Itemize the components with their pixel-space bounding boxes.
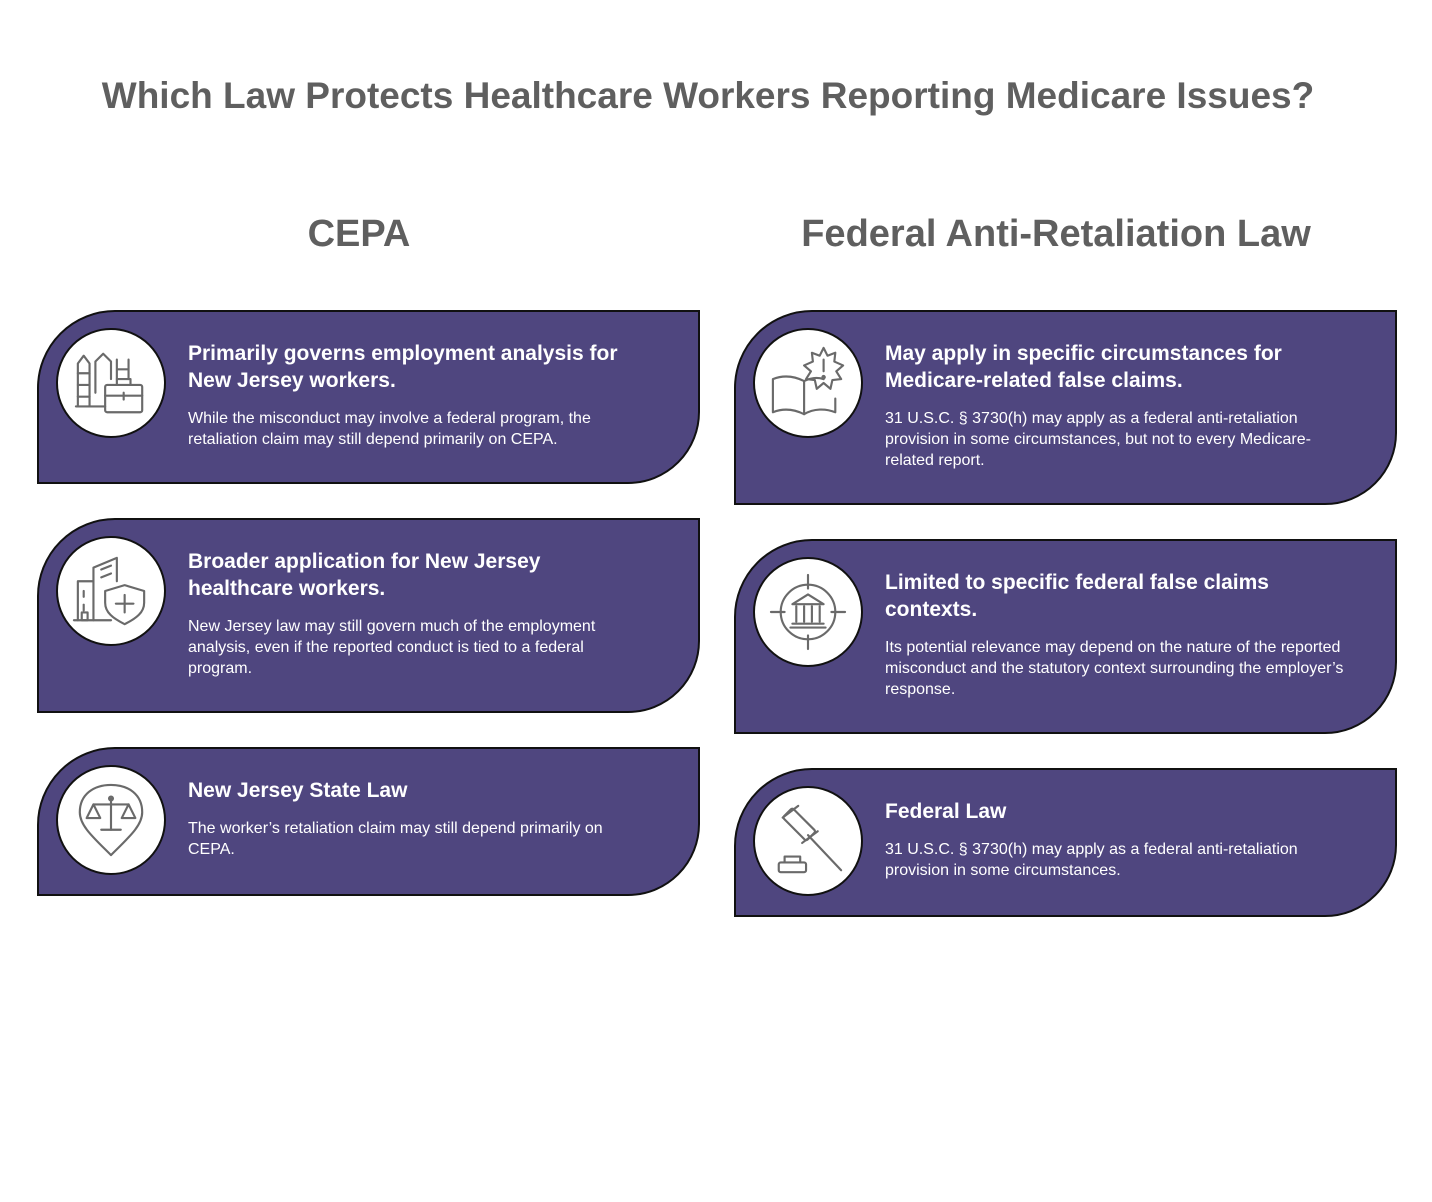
federal-card-federal-law: [734, 768, 1397, 917]
card-title: New Jersey State Law: [188, 779, 408, 802]
column-heading-federal: Federal Anti-Retaliation Law: [801, 213, 1311, 255]
target-bank-icon: [753, 557, 863, 667]
cepa-card-employment-analysis: [37, 310, 700, 484]
cepa-card-state-law: [37, 747, 700, 896]
card-title: Limited to specific federal false claims contexts.: [885, 571, 1269, 621]
column-heading-cepa: CEPA: [307, 213, 411, 255]
gavel-icon: [753, 786, 863, 896]
scale-location-pin-icon: [56, 765, 166, 875]
federal-card-limited-contexts: [734, 539, 1397, 734]
card-title: Primarily governs employment analysis for New Jersey workers.: [188, 342, 618, 392]
building-shield-icon: [56, 536, 166, 646]
card-description: Its potential relevance may depend on the nature of the reported misconduct and the statutory context surrounding the employer’s response.: [885, 639, 1344, 698]
federal-card-specific-circumstances: [734, 310, 1397, 505]
card-description: 31 U.S.C. § 3730(h) may apply as a federal anti-retaliation provision in some circumstances, but not to every Medicare-related report.: [885, 410, 1311, 469]
card-description: The worker’s retaliation claim may still depend primarily on CEPA.: [188, 820, 603, 858]
card-title: May apply in specific circumstances for Medicare-related false claims.: [885, 342, 1282, 392]
card-description: 31 U.S.C. § 3730(h) may apply as a federal anti-retaliation provision in some circumstances.: [885, 841, 1298, 879]
card-title: Federal Law: [885, 800, 1007, 823]
book-alert-icon: [753, 328, 863, 438]
main-title: Which Law Protects Healthcare Workers Reporting Medicare Issues?: [101, 75, 1315, 116]
cepa-card-broader-application: [37, 518, 700, 713]
city-briefcase-icon: [56, 328, 166, 438]
card-description: New Jersey law may still govern much of the employment analysis, even if the reported conduct is tied to a federal program.: [188, 618, 596, 677]
card-title: Broader application for New Jersey healthcare workers.: [188, 550, 541, 600]
card-description: While the misconduct may involve a federal program, the retaliation claim may still depend primarily on CEPA.: [188, 410, 591, 448]
